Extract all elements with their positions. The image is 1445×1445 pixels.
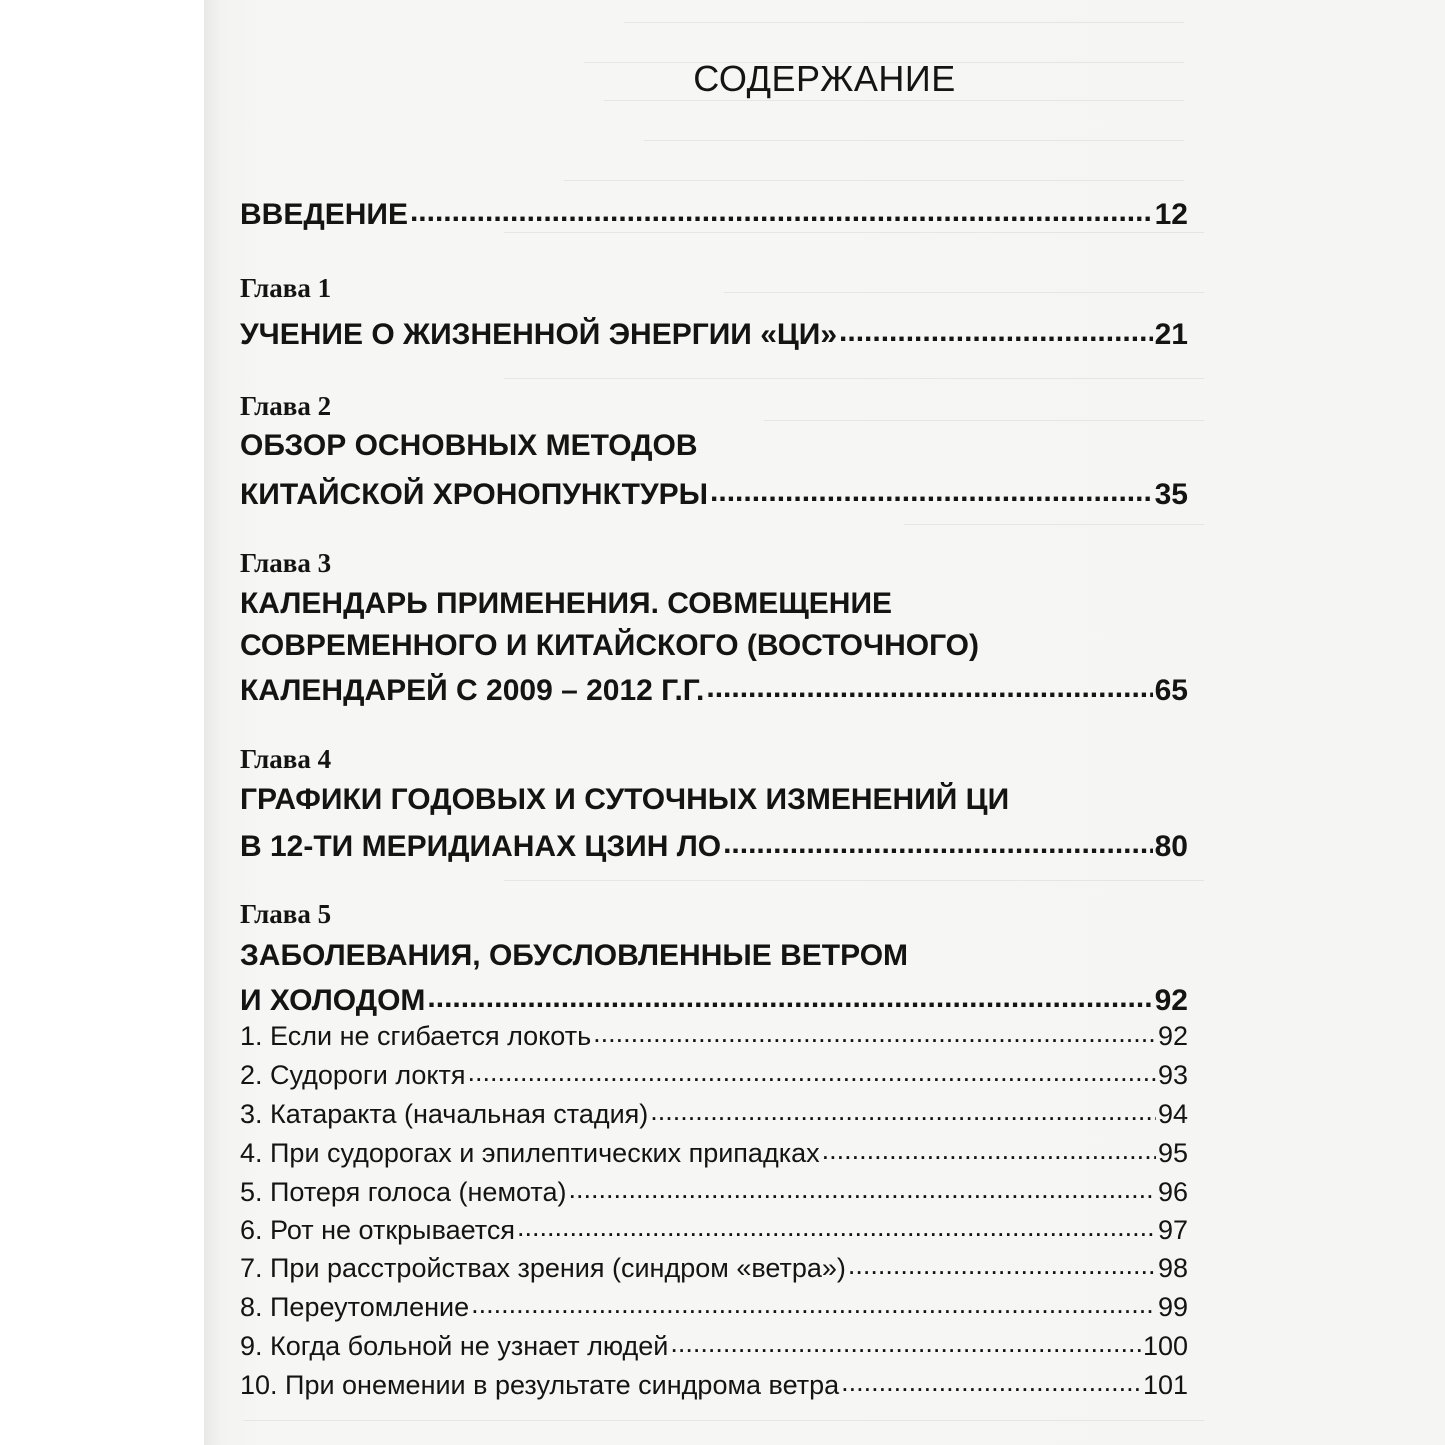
dot-leader	[569, 1174, 1156, 1201]
chapter-label: Глава 4	[240, 744, 332, 774]
show-through-line	[644, 140, 1184, 141]
show-through-line	[604, 100, 1184, 101]
dot-leader	[471, 1289, 1156, 1316]
toc-entry-title: 2. Судороги локтя	[240, 1060, 466, 1090]
show-through-line	[564, 180, 1184, 181]
dot-leader	[650, 1096, 1156, 1123]
dot-leader	[468, 1057, 1156, 1084]
toc-entry-title: В 12-ТИ МЕРИДИАНАХ ЦЗИН ЛО	[240, 830, 722, 863]
toc-page-number: 93	[1157, 1060, 1188, 1090]
toc-page-number: 99	[1157, 1292, 1188, 1322]
toc-entry-section[interactable]	[240, 1328, 1188, 1361]
toc-entry-title: 9. Когда больной не узнает людей	[240, 1331, 669, 1361]
toc-entry-title: КИТАЙСКОЙ ХРОНОПУНКТУРЫ	[240, 478, 709, 511]
toc-entry-title: УЧЕНИЕ О ЖИЗНЕННОЙ ЭНЕРГИИ «ЦИ»	[240, 318, 838, 351]
toc-page-number: 21	[1154, 318, 1188, 351]
dot-leader	[706, 670, 1152, 700]
show-through-line	[504, 880, 1204, 881]
chapter-title-line: ГРАФИКИ ГОДОВЫХ И СУТОЧНЫХ ИЗМЕНЕНИЙ ЦИ	[240, 783, 1010, 816]
toc-entry-section[interactable]	[240, 1018, 1188, 1051]
show-through-line	[504, 378, 1204, 379]
dot-leader	[848, 1250, 1156, 1277]
toc-entry-title: И ХОЛОДОМ	[240, 984, 426, 1017]
toc-page-number: 35	[1154, 478, 1188, 511]
toc-page-number: 98	[1157, 1253, 1188, 1283]
toc-entry-introduction[interactable]	[240, 194, 1188, 231]
toc-page-number: 92	[1157, 1021, 1188, 1051]
toc-entry-chapter-2[interactable]	[240, 474, 1188, 511]
dot-leader	[710, 474, 1153, 504]
chapter-title-line: КАЛЕНДАРЬ ПРИМЕНЕНИЯ. СОВМЕЩЕНИЕ	[240, 587, 893, 620]
toc-entry-title: 10. При онемении в результате синдрома ветра	[240, 1370, 840, 1400]
chapter-label: Глава 5	[240, 899, 332, 929]
show-through-line	[244, 1420, 1204, 1421]
toc-entry-section[interactable]	[240, 1367, 1188, 1400]
toc-page-number: 96	[1157, 1177, 1188, 1207]
dot-leader	[670, 1328, 1141, 1355]
toc-entry-title: 3. Катаракта (начальная стадия)	[240, 1099, 649, 1129]
toc-page-number: 92	[1154, 984, 1188, 1017]
toc-entry-title: 7. При расстройствах зрения (синдром «ветра»)	[240, 1253, 846, 1283]
toc-entry-section[interactable]	[240, 1212, 1188, 1245]
toc-page-number: 97	[1157, 1215, 1188, 1245]
chapter-title-line: ОБЗОР ОСНОВНЫХ МЕТОДОВ	[240, 429, 698, 462]
toc-entry-title: 1. Если не сгибается локоть	[240, 1021, 592, 1051]
toc-entry-chapter-5[interactable]	[240, 980, 1188, 1017]
toc-entry-section[interactable]	[240, 1250, 1188, 1283]
show-through-line	[764, 420, 1204, 421]
toc-page-number: 100	[1142, 1331, 1188, 1361]
show-through-line	[904, 524, 1204, 525]
show-through-line	[624, 22, 1184, 23]
toc-page-number: 12	[1154, 198, 1188, 231]
show-through-line	[504, 232, 1204, 233]
toc-entry-chapter-1[interactable]	[240, 314, 1188, 351]
chapter-label: Глава 3	[240, 548, 332, 578]
toc-entry-title: 4. При судорогах и эпилептических припадках	[240, 1138, 820, 1168]
dot-leader	[427, 980, 1152, 1010]
dot-leader	[822, 1135, 1156, 1162]
toc-page-number: 65	[1154, 674, 1188, 707]
toc-entry-title: 6. Рот не открывается	[240, 1215, 515, 1245]
chapter-title-line: СОВРЕМЕННОГО И КИТАЙСКОГО (ВОСТОЧНОГО)	[240, 629, 979, 662]
dot-leader	[517, 1212, 1156, 1239]
toc-entry-title: 8. Переутомление	[240, 1292, 470, 1322]
dot-leader	[593, 1018, 1156, 1045]
toc-page-number: 95	[1157, 1138, 1188, 1168]
chapter-label: Глава 2	[240, 391, 332, 421]
toc-entry-section[interactable]	[240, 1135, 1188, 1168]
dot-leader	[410, 194, 1153, 224]
page-title: СОДЕРЖАНИЕ	[693, 58, 956, 99]
toc-page-number: 101	[1142, 1370, 1188, 1400]
toc-page-number: 80	[1154, 830, 1188, 863]
dot-leader	[839, 314, 1153, 344]
toc-page-number: 94	[1157, 1099, 1188, 1129]
toc-entry-chapter-4[interactable]	[240, 826, 1188, 863]
dot-leader	[841, 1367, 1141, 1394]
toc-entry-title: 5. Потеря голоса (немота)	[240, 1177, 567, 1207]
chapter-label: Глава 1	[240, 273, 332, 303]
toc-entry-section[interactable]	[240, 1096, 1188, 1129]
show-through-line	[724, 292, 1204, 293]
dot-leader	[723, 826, 1153, 856]
toc-entry-title: ВВЕДЕНИЕ	[240, 198, 408, 231]
toc-entry-section[interactable]	[240, 1057, 1188, 1090]
toc-entry-chapter-3[interactable]	[240, 670, 1188, 707]
toc-entry-section[interactable]	[240, 1289, 1188, 1322]
toc-entry-section[interactable]	[240, 1174, 1188, 1207]
toc-entry-title: КАЛЕНДАРЕЙ С 2009 – 2012 Г.Г.	[240, 674, 705, 707]
book-page	[204, 0, 1445, 1445]
chapter-title-line: ЗАБОЛЕВАНИЯ, ОБУСЛОВЛЕННЫЕ ВЕТРОМ	[240, 939, 909, 972]
